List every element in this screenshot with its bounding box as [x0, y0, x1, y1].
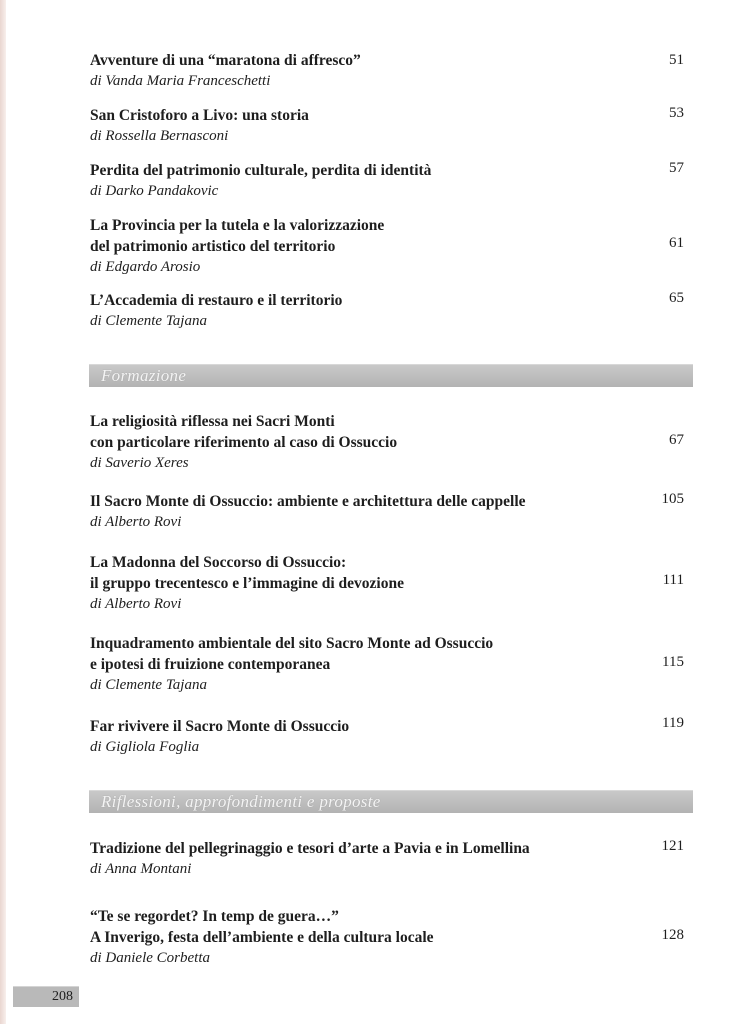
entry-page-number: 65: [669, 290, 684, 306]
entry-author: di Vanda Maria Franceschetti: [90, 73, 271, 89]
entry-author: di Anna Montani: [90, 861, 192, 877]
entry-author: di Edgardo Arosio: [90, 259, 201, 275]
folio-number: 208: [52, 989, 73, 1004]
entry-page-number: 128: [661, 927, 684, 943]
entry-author: di Daniele Corbetta: [90, 950, 210, 966]
entry-author: di Clemente Tajana: [90, 313, 207, 329]
entry-title: del patrimonio artistico del territorio: [90, 238, 336, 255]
entry-page-number: 105: [661, 491, 684, 507]
toc-entry: [90, 50, 700, 92]
toc-entry: [90, 838, 700, 880]
toc-entry: [90, 160, 700, 202]
entry-title: con particolare riferimento al caso di Ossuccio: [90, 434, 398, 451]
entry-title: San Cristoforo a Livo: una storia: [90, 107, 309, 124]
entry-title: Perdita del patrimonio culturale, perdita di identità: [90, 162, 432, 179]
entry-title: L’Accademia di restauro e il territorio: [90, 292, 343, 309]
entry-title: A Inverigo, festa dell’ambiente e della cultura locale: [90, 929, 434, 946]
entry-title: Tradizione del pellegrinaggio e tesori d’arte a Pavia e in Lomellina: [90, 840, 530, 857]
toc-entry: [90, 633, 700, 696]
entry-page-number: 115: [662, 654, 684, 670]
entry-title: La Madonna del Soccorso di Ossuccio:: [90, 554, 347, 571]
toc-entry: [90, 906, 700, 969]
entry-author: di Alberto Rovi: [90, 596, 182, 612]
entry-author: di Gigliola Foglia: [90, 739, 200, 755]
entry-title: “Te se regordet? In temp de guera…”: [90, 908, 339, 925]
toc-entry: [90, 491, 700, 533]
entry-title: La Provincia per la tutela e la valorizzazione: [90, 217, 385, 234]
toc-entry: [90, 552, 700, 615]
section-title: Formazione: [101, 366, 187, 385]
toc-entry: [90, 290, 700, 332]
page-edge: [0, 0, 6, 1024]
entry-title: Far rivivere il Sacro Monte di Ossuccio: [90, 718, 350, 735]
entry-title: La religiosità riflessa nei Sacri Monti: [90, 413, 335, 430]
section-header-riflessioni: [89, 790, 693, 813]
entry-page-number: 119: [662, 715, 684, 731]
entry-title: e ipotesi di fruizione contemporanea: [90, 656, 331, 673]
entry-author: di Clemente Tajana: [90, 677, 207, 693]
entry-author: di Darko Pandakovic: [90, 183, 219, 199]
entry-author: di Rossella Bernasconi: [90, 128, 229, 144]
entry-author: di Alberto Rovi: [90, 514, 182, 530]
entry-page-number: 61: [669, 235, 684, 251]
entry-title: Inquadramento ambientale del sito Sacro Monte ad Ossuccio: [90, 635, 494, 652]
entry-title: Il Sacro Monte di Ossuccio: ambiente e architettura delle cappelle: [90, 493, 526, 510]
toc-entry: [90, 105, 700, 147]
entry-page-number: 57: [669, 160, 684, 176]
entry-title: Avventure di una “maratona di affresco”: [90, 52, 361, 69]
toc-entry: [90, 411, 700, 474]
entry-page-number: 121: [661, 838, 684, 854]
entry-page-number: 53: [669, 105, 684, 121]
toc-entry: [90, 215, 700, 278]
entry-author: di Saverio Xeres: [90, 455, 189, 471]
entry-page-number: 51: [669, 52, 684, 68]
entry-page-number: 111: [662, 572, 684, 588]
section-title: Riflessioni, approfondimenti e proposte: [101, 792, 381, 811]
section-header-formazione: [89, 364, 693, 387]
page-folio: [13, 986, 79, 1007]
entry-title: il gruppo trecentesco e l’immagine di devozione: [90, 575, 404, 592]
entry-page-number: 67: [669, 432, 684, 448]
toc-entry: [90, 716, 700, 758]
